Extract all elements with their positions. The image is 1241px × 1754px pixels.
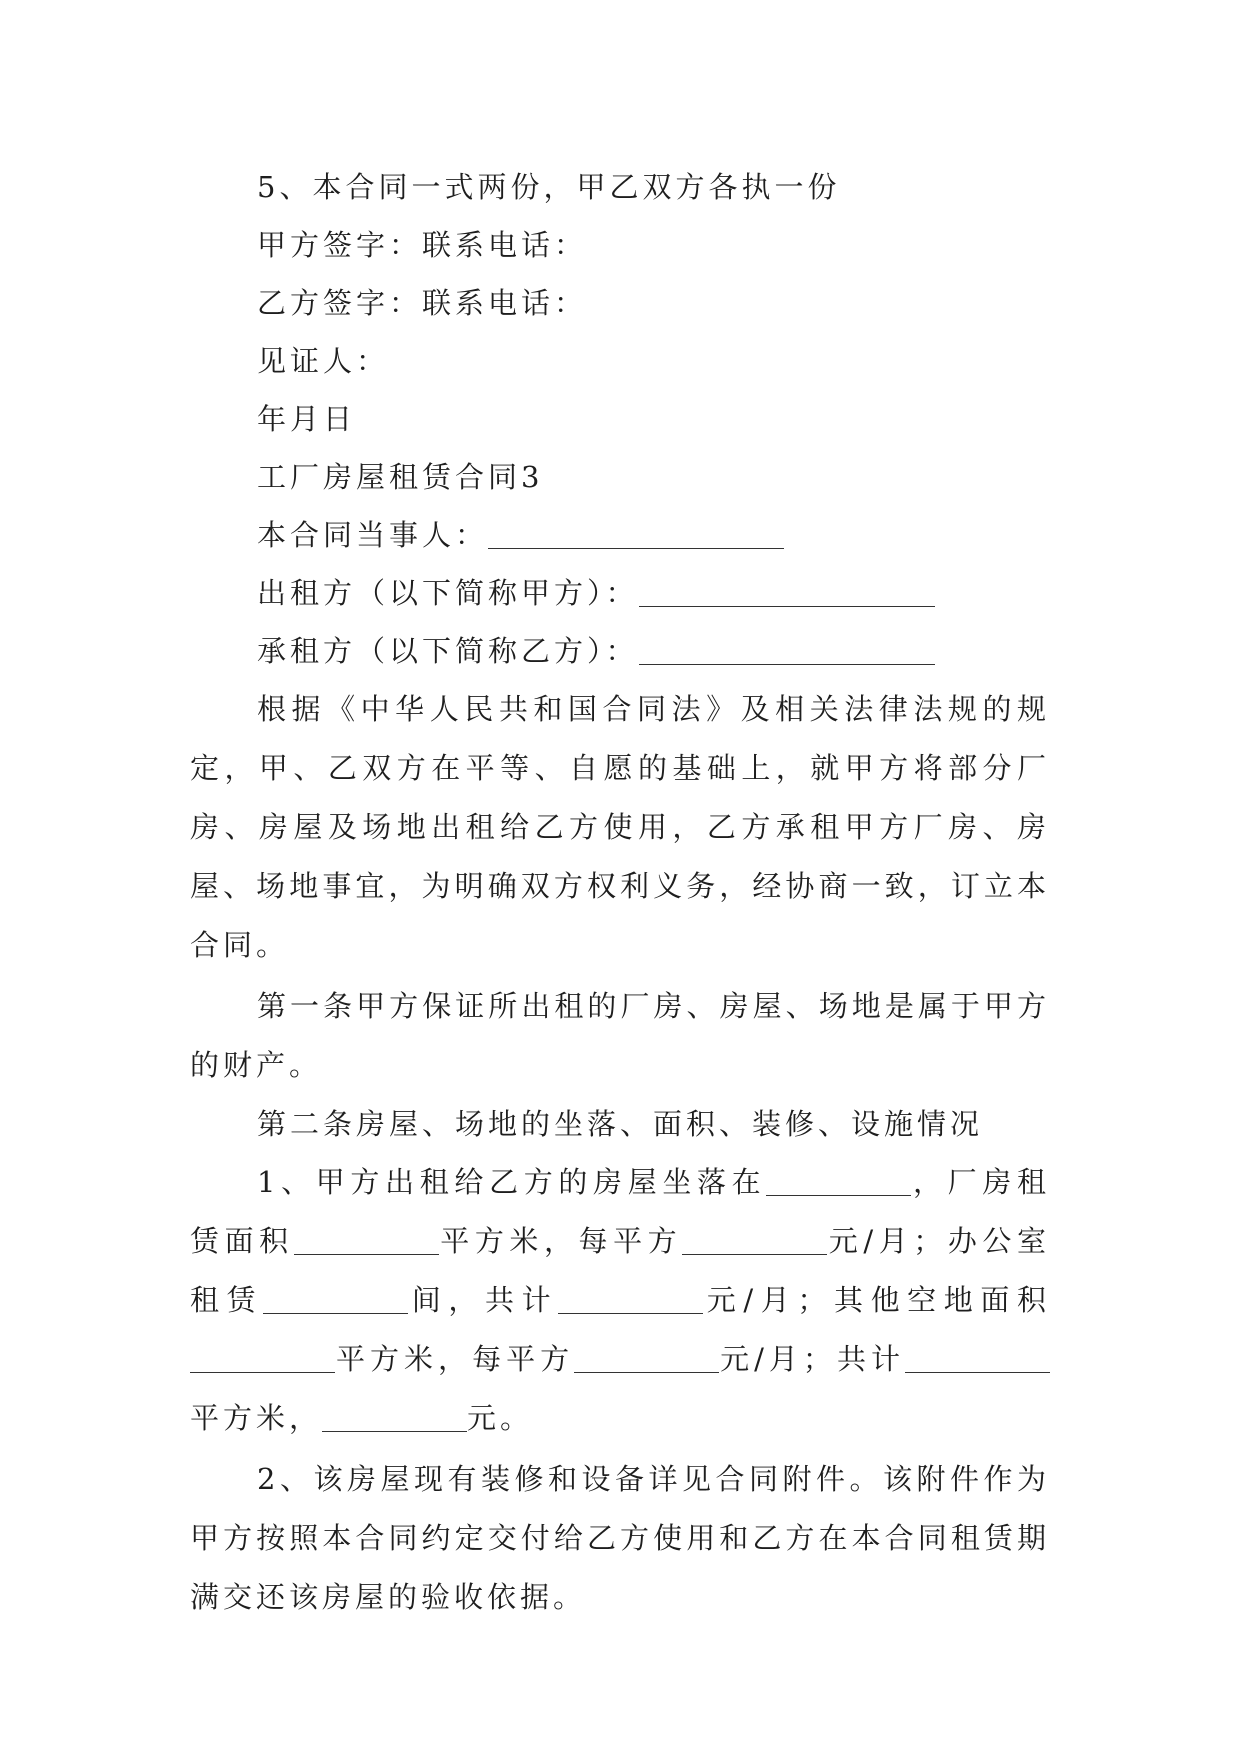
location-blank (766, 1167, 911, 1196)
lessor-blank (639, 578, 935, 607)
date-line: 年月日 (257, 402, 357, 436)
item1-text-open-per-sqm: 平方米，每平方 (335, 1342, 575, 1376)
factory-price-blank (682, 1226, 827, 1255)
article-2-item-2-paragraph: 2、该房屋现有装修和设备详见合同附件。该附件作为甲方按照本合同约定交付给乙方使用和乙方在本合同租赁期满交还该房屋的验收依据。 (190, 1462, 1050, 1614)
party-a-signature-line: 甲方签字：联系电话： (257, 228, 588, 262)
item1-text-sqm: 平方米， (190, 1401, 323, 1435)
item1-text-office: 元/月；办公室租赁 (190, 1224, 1050, 1317)
factory-area-blank (294, 1226, 439, 1255)
article-2-heading: 第二条房屋、场地的坐落、面积、装修、设施情况 (257, 1107, 984, 1141)
item1-text-location: 1、甲方出租给乙方的房屋坐落在 (257, 1165, 767, 1199)
clause-5-line: 5、本合同一式两份，甲乙双方各执一份 (257, 170, 841, 204)
item1-text-yuan: 元。 (467, 1401, 534, 1435)
lessee-label: 承租方（以下简称乙方）： (257, 634, 639, 668)
total-price-blank (322, 1403, 467, 1432)
office-price-blank (558, 1285, 703, 1314)
open-area-price-blank (574, 1344, 719, 1373)
lessee-line (190, 622, 1050, 680)
lessor-label: 出租方（以下简称甲方）： (257, 576, 639, 610)
item1-text-open-area: 元/月；其他空地面积 (703, 1283, 1050, 1317)
party-b-signature-line: 乙方签字：联系电话： (257, 286, 588, 320)
contract-parties-line (190, 506, 1050, 564)
total-area-blank (905, 1344, 1050, 1373)
item1-text-per-sqm: 平方米，每平方 (438, 1224, 683, 1258)
item1-text-factory-area: ，厂房租赁面积 (190, 1165, 1050, 1258)
lessor-line (190, 564, 1050, 622)
office-rooms-blank (263, 1285, 408, 1314)
contract-title: 工厂房屋租赁合同3 (257, 460, 544, 494)
open-area-blank (190, 1344, 335, 1373)
contract-parties-label: 本合同当事人： (257, 518, 489, 552)
document-body (190, 158, 1050, 1627)
article-2-item-1-paragraph (190, 1153, 1050, 1448)
item1-text-grand-total: 元/月；共计 (719, 1342, 905, 1376)
item1-text-total: 间，共计 (408, 1283, 559, 1317)
contract-parties-blank (488, 520, 784, 549)
witness-line: 见证人： (257, 344, 390, 378)
intro-paragraph: 根据《中华人民共和国合同法》及相关法律法规的规定，甲、乙双方在平等、自愿的基础上，就甲方将部分厂房、房屋及场地出租给乙方使用，乙方承租甲方厂房、房屋、场地事宜，为明确双方权利义务，经协商一致，订立本合同。 (190, 692, 1050, 962)
article-1-paragraph: 第一条甲方保证所出租的厂房、房屋、场地是属于甲方的财产。 (190, 989, 1050, 1082)
lessee-blank (639, 636, 935, 665)
